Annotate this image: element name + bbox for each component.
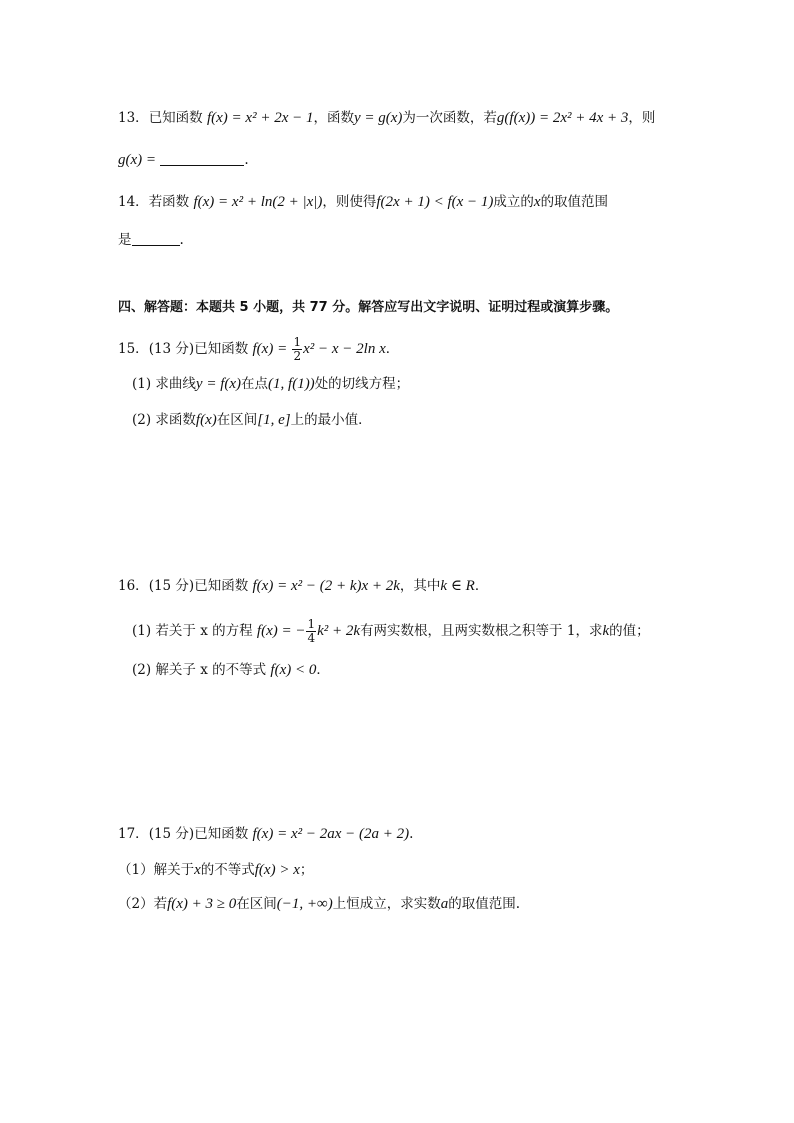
q15-part1 bbox=[132, 374, 409, 394]
q13-composition: g(f(x)) = 2x² + 4x + 3 bbox=[496, 110, 629, 126]
q16-part2-end: ． bbox=[316, 662, 330, 678]
q15-end: ． bbox=[385, 341, 400, 357]
q13-g-of-x: g(x) = bbox=[118, 152, 157, 168]
q17-part1-inequality: f(x) > x bbox=[254, 862, 300, 878]
q17-part2-text2: 在区间 bbox=[236, 896, 277, 912]
q16-part1-text1: 若关于 x 的方程 bbox=[155, 623, 253, 639]
q15-part1-text3: 处的切线方程； bbox=[314, 376, 410, 392]
q17-part1 bbox=[118, 860, 313, 880]
q15-part1-curve: y = f(x) bbox=[195, 376, 242, 392]
q16-part1-variable: k bbox=[602, 623, 610, 639]
q17-part2-text1: 若 bbox=[153, 896, 168, 912]
q14-line2 bbox=[118, 230, 184, 250]
q15-part2-text3: 上的最小值． bbox=[290, 412, 372, 428]
q13-text2: ，函数 bbox=[313, 110, 354, 126]
q16-text2: ，其中 bbox=[399, 578, 441, 594]
q17-part2-text3: 上恒成立，求实数 bbox=[332, 896, 441, 912]
q17-part2-condition: f(x) + 3 ≥ 0 bbox=[167, 896, 237, 912]
q16-part1-fraction-denominator: 4 bbox=[307, 631, 316, 645]
q14-line1 bbox=[118, 192, 608, 212]
q15-fraction bbox=[292, 336, 302, 363]
q15-part1-label: (1) bbox=[132, 376, 152, 392]
q13-text1: 已知函数 bbox=[148, 110, 203, 126]
q15-part1-text2: 在点 bbox=[241, 376, 269, 392]
q15-part2-label: (2) bbox=[132, 412, 152, 428]
q16-number: 16． bbox=[118, 578, 149, 594]
q14-f-definition: f(x) = x² + ln(2 + |x|) bbox=[193, 194, 323, 210]
q16-part1-label: (1) bbox=[132, 623, 152, 639]
q16-part1-text2: 有两实数根，且两实数根之积等于 1，求 bbox=[360, 623, 603, 639]
q14-text1: 若函数 bbox=[148, 194, 190, 210]
q16-part2-label: (2) bbox=[132, 662, 152, 678]
q16-part1-eq-rhs: k² + 2k bbox=[317, 623, 361, 639]
q16-part1-fraction-numerator: 1 bbox=[307, 617, 316, 631]
q17-part2 bbox=[118, 894, 520, 914]
q16-part1 bbox=[132, 618, 650, 645]
q15-part2-interval: [1, e] bbox=[257, 412, 291, 428]
q16-part1-eq-lhs: f(x) = − bbox=[256, 623, 306, 639]
q17-part1-text2: 的不等式 bbox=[200, 862, 255, 878]
q14-answer-blank[interactable] bbox=[132, 231, 180, 246]
q17-score: (15 分) bbox=[148, 826, 195, 842]
q17-stem bbox=[118, 824, 413, 844]
q16-part1-fraction bbox=[306, 618, 316, 645]
q15-f-rhs: x² − x − 2ln x bbox=[303, 341, 386, 357]
q14-end: . bbox=[179, 232, 184, 248]
q15-stem bbox=[118, 336, 399, 363]
q16-score: (15 分) bbox=[148, 578, 195, 594]
section-4-heading: 四、解答题：本题共 5 小题，共 77 分。解答应写出文字说明、证明过程或演算步骤。 bbox=[118, 300, 619, 315]
q16-part2 bbox=[132, 660, 330, 680]
q17-end: . bbox=[409, 826, 414, 842]
q17-part1-variable: x bbox=[194, 862, 201, 878]
q15-f-lhs: f(x) = bbox=[252, 341, 288, 357]
q16-f-definition: f(x) = x² − (2 + k)x + 2k bbox=[252, 578, 400, 594]
q15-part2 bbox=[132, 410, 372, 430]
q16-end: ． bbox=[474, 578, 489, 594]
q17-number: 17． bbox=[118, 826, 149, 842]
q16-part2-text1: 解关子 x 的不等式 bbox=[155, 662, 267, 678]
q14-variable: x bbox=[533, 194, 541, 210]
q17-part1-end: ； bbox=[299, 862, 314, 878]
q14-text2: ，则使得 bbox=[322, 194, 377, 210]
q13-line1 bbox=[118, 108, 655, 128]
q15-fraction-numerator: 1 bbox=[293, 335, 302, 349]
q15-part1-point: (1, f(1)) bbox=[268, 376, 315, 392]
q15-part1-text1: 求曲线 bbox=[155, 376, 196, 392]
q16-stem bbox=[118, 576, 488, 596]
q17-part2-variable: a bbox=[440, 896, 449, 912]
q15-score: (13 分) bbox=[148, 341, 195, 357]
q13-text4: ，则 bbox=[628, 110, 656, 126]
q14-text4: 的取值范围 bbox=[540, 194, 609, 210]
q15-part2-text1: 求函数 bbox=[155, 412, 196, 428]
q15-text1: 已知函数 bbox=[194, 341, 249, 357]
q14-line2-text: 是 bbox=[118, 232, 132, 248]
q13-end: . bbox=[244, 152, 249, 168]
q15-number: 15． bbox=[118, 341, 149, 357]
q17-part2-text4: 的取值范围. bbox=[448, 896, 520, 912]
q13-answer-blank[interactable] bbox=[160, 151, 244, 166]
q16-part1-text3: 的值； bbox=[609, 623, 650, 639]
q14-number: 14． bbox=[118, 194, 149, 210]
q17-part2-label: （2） bbox=[118, 896, 154, 912]
q13-f-definition: f(x) = x² + 2x − 1 bbox=[206, 110, 314, 126]
q17-text1: 已知函数 bbox=[194, 826, 249, 842]
q17-part1-text1: 解关于 bbox=[153, 862, 195, 878]
q17-part1-label: （1） bbox=[118, 862, 154, 878]
q13-y-definition: y = g(x) bbox=[353, 110, 403, 126]
q15-part2-text2: 在区间 bbox=[216, 412, 258, 428]
q17-part2-interval: (−1, +∞) bbox=[276, 896, 333, 912]
q13-text3: 为一次函数，若 bbox=[402, 110, 497, 126]
q14-text3: 成立的 bbox=[493, 194, 534, 210]
q16-text1: 已知函数 bbox=[194, 578, 249, 594]
q15-part2-function: f(x) bbox=[195, 412, 217, 428]
q15-fraction-denominator: 2 bbox=[293, 349, 302, 363]
q13-number: 13． bbox=[118, 110, 149, 126]
q14-inequality: f(2x + 1) < f(x − 1) bbox=[376, 194, 494, 210]
q13-line2 bbox=[118, 150, 249, 170]
q17-f-definition: f(x) = x² − 2ax − (2a + 2) bbox=[252, 826, 410, 842]
q16-part2-inequality: f(x) < 0 bbox=[270, 662, 317, 678]
q16-condition: k ∈ R bbox=[440, 578, 475, 594]
